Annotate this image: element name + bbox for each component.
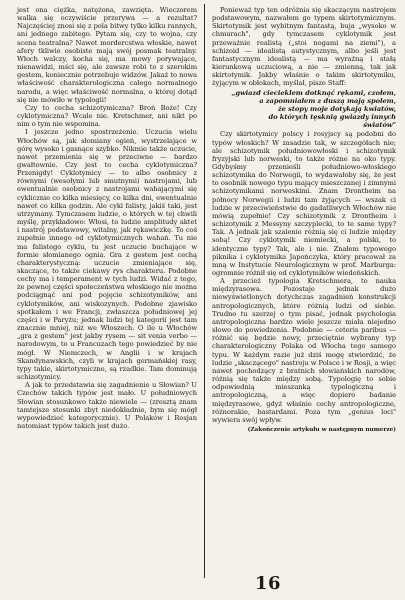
right-paragraph-3: A przecież typologia Kretschmera, to nauka międzyrasowa. Pozostaje jednak dużo niewyświetlonych dotychczas zagadnień konstrukcji antropologicznych, które różnią ludzi od siebie. Trudno tu szerzej o tym pisać, jednak psychologia antropologiczna bardzo wiele jeszcze miała niejedno słowo do powiedzenia. Podobnie — ceteris paribus — różnić się będzie nowy, przeciętnie wybrany typ charakterologiczny Polaka od Włocha tego samego typu. W każdym razie już dziś mogę stwierdzić, że ludzie „skaczącego" nastroju w Polsce i w Rosji, a więc nawet pochodzący z bratnich słowiańskich narodów, różnią się także między sobą. Typologię to sobie odpowiednią mieszanką typologiczną i antropologiczną, a więc dopiero badanie międzyrasowe, gdyż właśnie cechy antropologiczne, różnorakie, bastardami. Poza tym „genius loci" wywiera swój wpływ. [212, 277, 396, 424]
left-paragraph-1: jest ona ciężka, natężona, zawzięta. Wieczorem walka się oczywiście przerywa — a rezultat? Najczęściej znosi się z pola bitwy tylko kilku rannych, ani jednego zabitego. Pytam się, czy to wojna, czy scena teatralna? Nawet mordercstwa włoskie, nawet afery tkliwie osobiste mają swój posmak teatralny. Włoch walczy, kocha się, ma mowy porywające, nienawidzi, mści się, ale zawsze robi to z szerokim gestem, koniecznie potrzebuje widzów. Jakaż to nowa właściwość charakterologiczna całego normalnego narodu, a więc właściwość normalna, o której dotąd się nie mówiło w typologii! [17, 6, 197, 104]
quote-line-5: światów" [363, 121, 396, 130]
quote-line-1: „gwiazd ciecieklem dotknąć rękami, czołem, [231, 88, 396, 97]
left-column [17, 6, 197, 430]
poem-quote [212, 89, 396, 130]
quote-line-3: że stopy moje dotykają kwiatów, [277, 104, 396, 113]
continuation-note: (Zakończenie artykułu w następnym numerze) [247, 426, 396, 433]
left-paragraph-2: Czy to cecha schizotymiczna? Broń Boże! Czy cyklotymiczna? Wcale nie. Kretschmer, ani nikt po nim o tym nie wspomina. [17, 103, 197, 129]
column-divider [204, 4, 205, 578]
quote-line-4: do których tęsknią gwiazdy innych [268, 113, 396, 122]
right-paragraph-2: Czy skirtotymicy polscy i rosyjscy są podobni do typów włoskich? W zasadzie tak, w szczegółach nie; ale schizotymik południowowłoski i schizotymik fryzyjski lub norweski, to także różne na oko typy. Gdybyśmy przenieśli południowo-włoskiego schizotymika do Norwegii, to wydawałoby się, że jest to osobnik nowego typu mający mieszczanej i zimnymi schizotymikami norweskimi. Znam Drontheim na północy Norwegii i ludzi tam żyjących — wszak ci ludzie w przeciwieństwie do gadatliwych Włochów nie mówią zupełnie! Czy schizotymik z Drontheim i schizotymik z Messyny szczyplecki, to te same typy? Tak. A jednak jak szalenie różnią się ci ludzie między sobą! Czy cyklotymik niemiecki, a polski, to identyczne typy? Tak, ale i nie. Znałem typowego piknika i cyklotymika Japończyka, który pracował za mną w Instytucie Neurologicznym w prof. Marburga: ogromnie różnił się od cyklotymików wiedeńskich. [212, 130, 396, 277]
left-paragraph-3: I jeszcze jedno spostrzeżenie. Uczucia wielu Włochów są, jak słomiany ogień, wystrzelające w górę wysoko i gasnące szybko. Nikmie także uczucie, nawet przemienia się w przeciwne — bardzo gwałtownie. Czy jest to cecha cyklotymiczna? Przenigdy! Cyklotymicy — to albo osobnicy z równymi (wesołymi lub smutnymi) nastrojami, lub ewentualnie osobnicy z nastrojami wahającymi się cyklicznie co kilka miesięcy, co kilka dni, ewentualnie nawet co kilka godzin. Ale cykl falisty, jakiś taki, jest utrzymany. Tymczasem ludzie, o których w tej chwili myślę, przykładowo: Włosi, to ludzie amplitudy aktet i nastrój podstawowy, witalny, jak rękawiczkę. To coś zupełnie innego od cyklotymicznych wahań. Tu nie ma falistego cyklu, tu jest uczucie buchające w formie słomianego ognia. Gra z gestem jest cechą charakterystyczną: uczucie zmieniające się, skaczące, to także ciekawy rys charakteru. Podobne cechy ma i temperament w tych ludzi. Widać z tego, że pewnej części społeczeństwa włoskiego nie można podciągnąć ani pod pojęcie schizotymików, ani cyklotymików, ani wiskozynych. Podobne zjawisko spotkałem i we Francji, zwłaszcza południowej jej części i w Paryżu; jednak ludzi tej kategorii jest tam znacznie mniej, niż we Włoszech. O ile u Włochów „gra z gestem" jest jakby rysem — sit venia verbo — narodowym, to u Francuzach tego powiedzieć by nie mógł. W Niemczech, w Anglii i w krajach Skandynawskich, czyli w krajach germańskiej rasy, typy takie, skirtotymiczne, są rzadkie. Tam dominują schizotymicy. [17, 128, 197, 382]
right-column [212, 6, 396, 434]
left-paragraph-4: A jak to przedstawia się zagadnienie u Słowian? U Czechów takich typów jest mało. U południowych Słowian stosunkowo także niewiele — (zresztą znam tamtejsze stosunki zbyt niedokładnie, bym się mógł wypowiedzieć kategorycznie). U Polaków i Rosjan natomiast typów takich jest dużo. [17, 381, 197, 430]
page-number: 16 [255, 573, 282, 594]
quote-line-2: a zapomniałem z duszą mają spolem, [259, 96, 396, 105]
right-paragraph-1: Ponieważ typ ten odróżnia się skaczącym nastrojem podstawowym, nazwałem go typem skirtotymicznym. Skirtotymik jest wybitnym fantastą, buja „wysoko w chmurach", gdy tymczasem cyklotymik jest przeważnie realistą („stoi nogami na ziemi"), a schizoid — idealistą autystycznym, albo jeśli jest fantastycznym idealistą — ma wyraźną i stałą kierunkową uczuciową, a nie — zmienną, tak jak skirtotymik. Jakby właśnie o takim skirtotymiku, żyjącym w obłokach, myślał, pisze Staff: [212, 6, 396, 88]
